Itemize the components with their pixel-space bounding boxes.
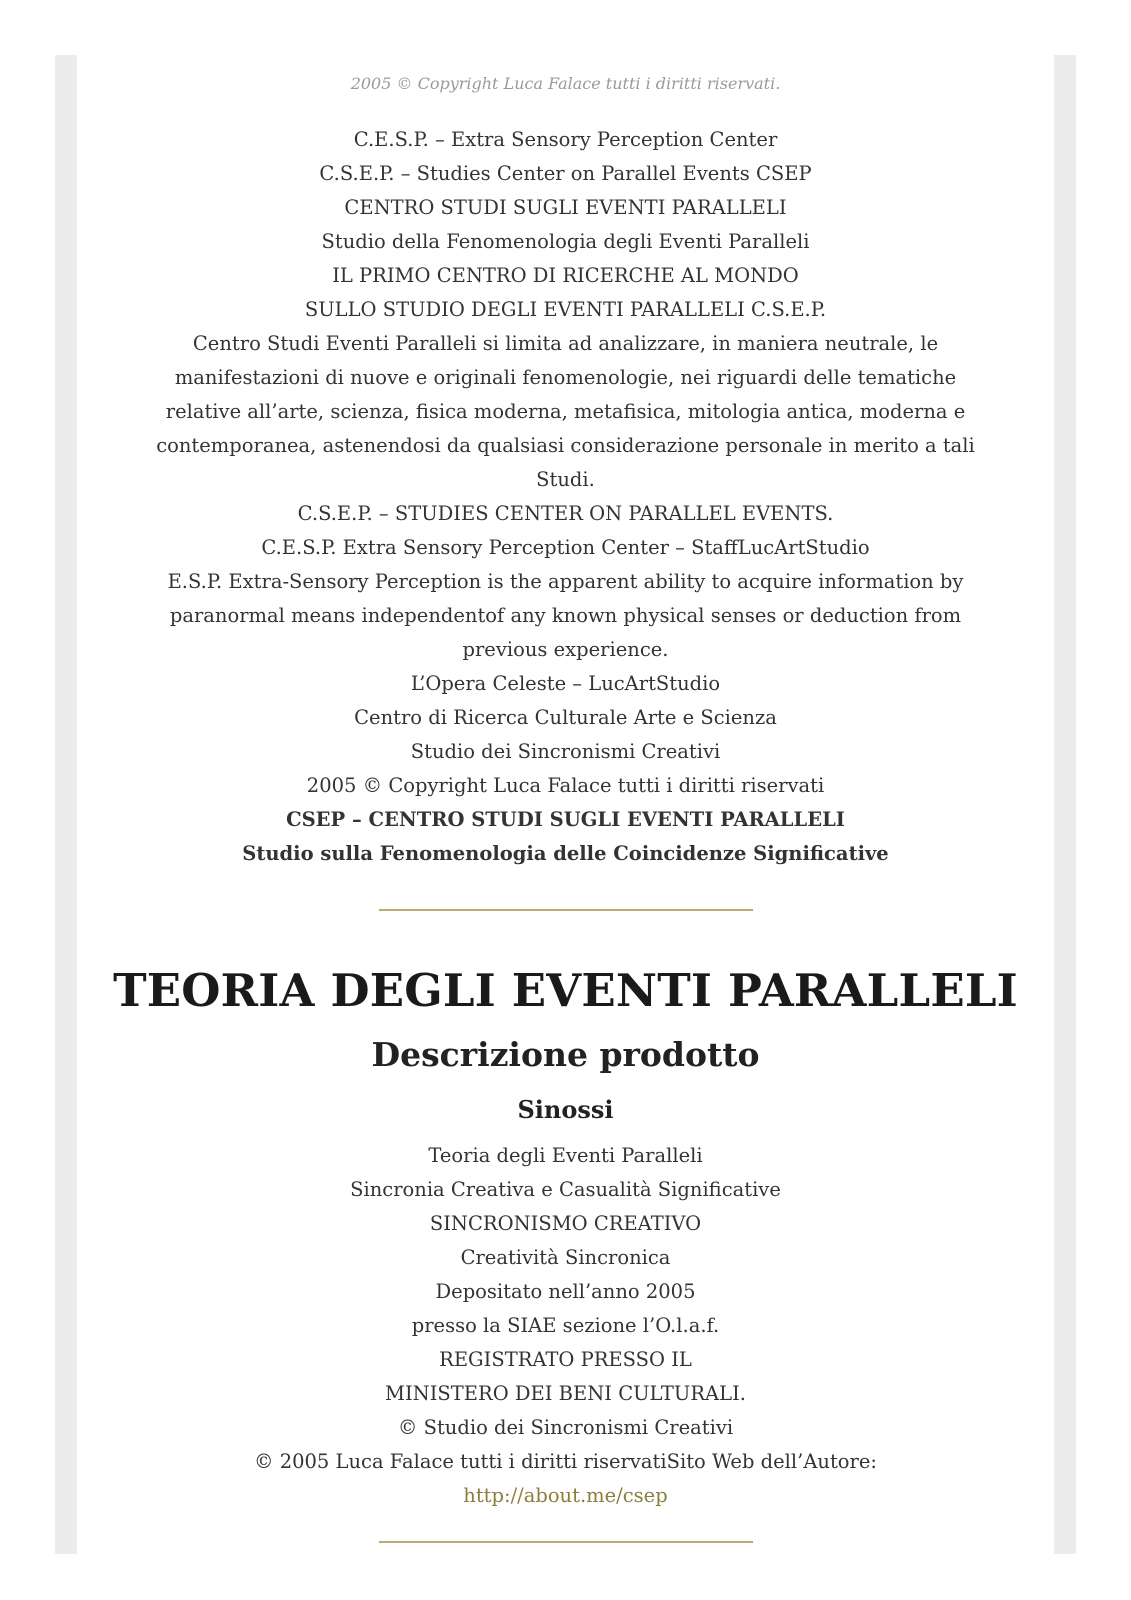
synopsis-line: Creatività Sincronica xyxy=(460,1246,671,1269)
synopsis-line: © Studio dei Sincronismi Creativi xyxy=(397,1416,734,1439)
author-website-link[interactable]: http://about.me/csep xyxy=(463,1484,668,1507)
intro-line: C.S.E.P. – Studies Center on Parallel Events CSEP xyxy=(319,162,812,185)
document-page xyxy=(77,55,1054,1543)
intro-paragraph: E.S.P. Extra-Sensory Perception is the apparent ability to acquire information by paranormal means independentof any known physical senses or deduction from previous experience. xyxy=(167,570,964,661)
synopsis-heading: Sinossi xyxy=(517,1095,614,1124)
intro-line: Studio dei Sincronismi Creativi xyxy=(410,740,721,763)
intro-line: L’Opera Celeste – LucArtStudio xyxy=(410,672,721,695)
intro-line: CENTRO STUDI SUGLI EVENTI PARALLELI xyxy=(344,196,787,219)
intro-line: Centro di Ricerca Culturale Arte e Scienza xyxy=(354,706,777,729)
left-margin-bar xyxy=(55,55,77,1554)
intro-line: C.E.S.P. – Extra Sensory Perception Center xyxy=(353,128,778,151)
intro-line: 2005 © Copyright Luca Falace tutti i diritti riservati xyxy=(306,774,825,797)
intro-block xyxy=(77,123,1054,871)
intro-paragraph: Centro Studi Eventi Paralleli si limita ad analizzare, in maniera neutrale, le manifestazioni di nuove e originali fenomenologie, nei riguardi delle tematiche relative all’arte, scienza, fisica moderna, metafisica, mitologia antica, moderna e contemporanea, astenendosi da qualsiasi considerazione personale in merito a tali Studi. xyxy=(156,332,975,491)
synopsis-line: SINCRONISMO CREATIVO xyxy=(429,1212,702,1235)
section-divider-bottom xyxy=(379,1541,753,1543)
synopsis-line: Teoria degli Eventi Paralleli xyxy=(428,1144,703,1167)
synopsis-line: MINISTERO DEI BENI CULTURALI. xyxy=(385,1382,746,1405)
synopsis-line: presso la SIAE sezione l’O.l.a.f. xyxy=(411,1314,720,1337)
page-title: TEORIA DEGLI EVENTI PARALLELI xyxy=(113,964,1018,1017)
author-link-line xyxy=(77,1479,1054,1513)
section-divider xyxy=(379,909,753,911)
synopsis-line: REGISTRATO PRESSO IL xyxy=(439,1348,692,1371)
intro-line: C.E.S.P. Extra Sensory Perception Center – StaffLucArtStudio xyxy=(261,536,870,559)
right-margin-bar xyxy=(1054,55,1076,1554)
intro-bold-line: CSEP – CENTRO STUDI SUGLI EVENTI PARALLELI xyxy=(286,808,845,831)
synopsis-line: Depositato nell’anno 2005 xyxy=(435,1280,696,1303)
intro-line: C.S.E.P. – STUDIES CENTER ON PARALLEL EVENTS. xyxy=(297,502,834,525)
intro-line: SULLO STUDIO DEGLI EVENTI PARALLELI C.S.E.P. xyxy=(304,298,827,321)
intro-bold-line: Studio sulla Fenomenologia delle Coincidenze Significative xyxy=(242,842,889,865)
synopsis-line: Sincronia Creativa e Casualità Significative xyxy=(350,1178,781,1201)
header-copyright: 2005 © Copyright Luca Falace tutti i diritti riservati. xyxy=(350,74,781,93)
synopsis-line: © 2005 Luca Falace tutti i diritti riservatiSito Web dell’Autore: xyxy=(254,1450,877,1473)
intro-line: IL PRIMO CENTRO DI RICERCHE AL MONDO xyxy=(332,264,799,287)
product-description-heading: Descrizione prodotto xyxy=(371,1035,760,1074)
intro-line: Studio della Fenomenologia degli Eventi Paralleli xyxy=(321,230,810,253)
synopsis-block xyxy=(77,1139,1054,1513)
